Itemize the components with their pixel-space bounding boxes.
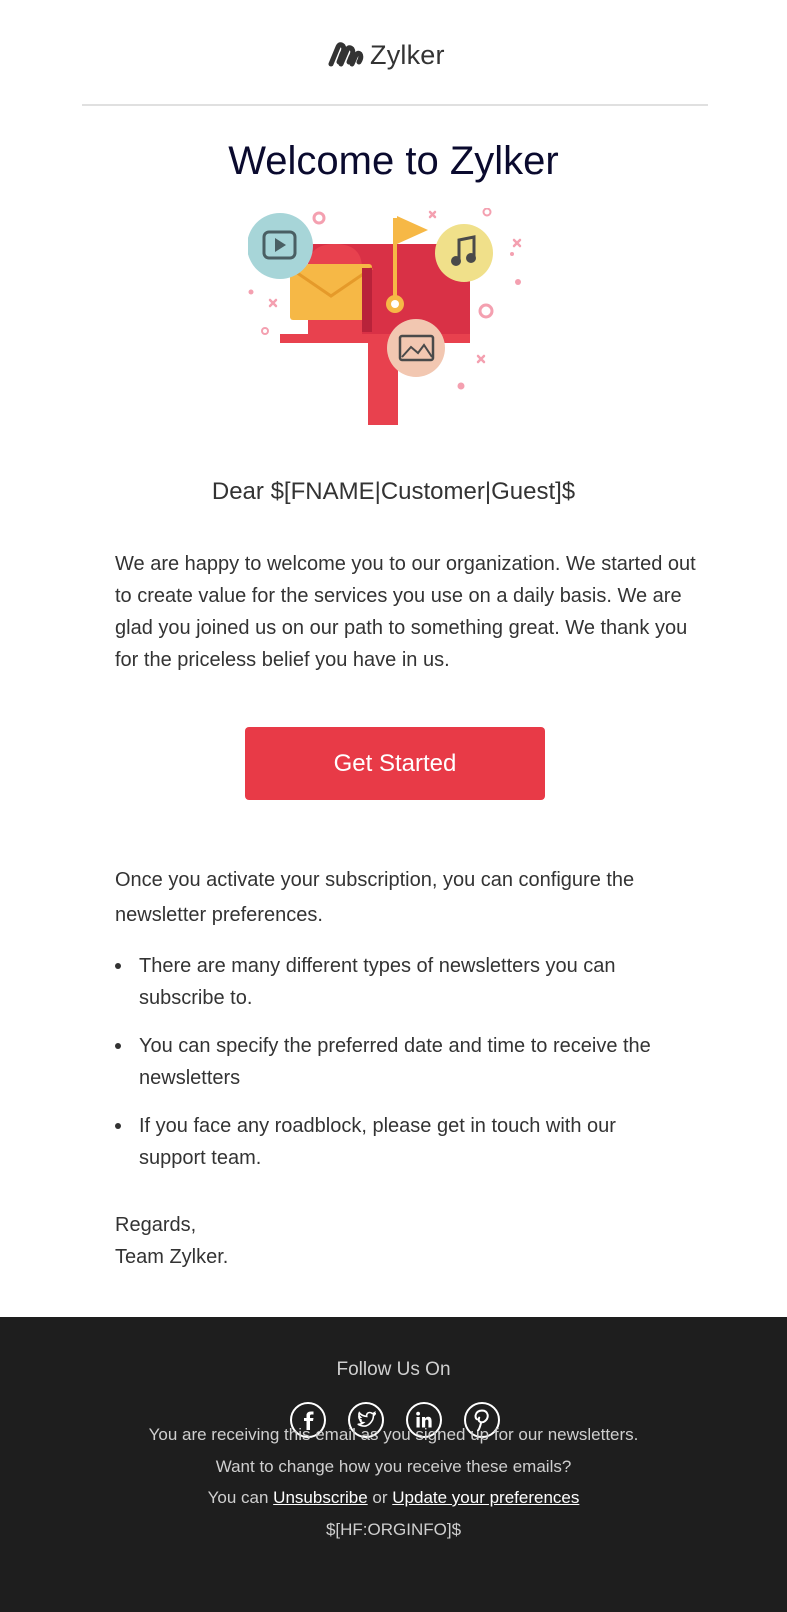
greeting: Dear $[FNAME|Customer|Guest]$ bbox=[211, 478, 576, 505]
hero-illustration bbox=[248, 208, 548, 440]
org-info: $[HF:ORGINFO]$ bbox=[325, 1520, 462, 1539]
list-item bbox=[115, 950, 675, 1014]
get-started-button[interactable]: Get Started bbox=[245, 727, 545, 800]
footer-notice: You are receiving this email as you signed up for our newsletters. bbox=[148, 1425, 639, 1444]
regards-text: Regards, bbox=[115, 1214, 197, 1236]
mailbox-illustration-icon bbox=[248, 208, 548, 440]
signature-block bbox=[115, 1209, 228, 1273]
feature-list bbox=[115, 950, 675, 1190]
zylker-logo-icon bbox=[328, 42, 364, 68]
preferences-paragraph: Once you activate your subscription, you can configure the newsletter preferences. bbox=[115, 869, 635, 926]
list-item-text: If you face any roadblock, please get in touch with our support team. bbox=[139, 1115, 616, 1169]
intro-paragraph: We are happy to welcome you to our organization. We started out to create value for the services you use on a daily basis. We are glad you joined us on our path to something great. We thank you for the priceless belief you have in us. bbox=[115, 553, 696, 671]
brand-logo[interactable] bbox=[328, 38, 445, 72]
brand-name: Zylker bbox=[370, 39, 445, 70]
footer-or-text: or bbox=[372, 1488, 388, 1507]
follow-us-label: Follow Us On bbox=[336, 1359, 451, 1380]
email-title: Welcome to Zylker bbox=[228, 139, 559, 183]
bullet-icon bbox=[115, 1123, 121, 1129]
footer-you-can-text: You can bbox=[207, 1488, 269, 1507]
bullet-icon bbox=[115, 1043, 121, 1049]
signature-text: Team Zylker. bbox=[115, 1246, 229, 1268]
footer-change-text: Want to change how you receive these emails? bbox=[215, 1457, 572, 1476]
email-header bbox=[0, 0, 787, 106]
update-preferences-link[interactable]: Update your preferences bbox=[392, 1488, 580, 1507]
list-item-text: There are many different types of newsletters you can subscribe to. bbox=[139, 955, 616, 1009]
list-item-text: You can specify the preferred date and time to receive the newsletters bbox=[139, 1035, 651, 1089]
bullet-icon bbox=[115, 963, 121, 969]
header-divider bbox=[82, 104, 708, 106]
email-footer bbox=[0, 1317, 787, 1612]
list-item bbox=[115, 1110, 675, 1174]
footer-links-line bbox=[0, 1488, 787, 1508]
list-item bbox=[115, 1030, 675, 1094]
unsubscribe-link[interactable]: Unsubscribe bbox=[273, 1488, 368, 1507]
